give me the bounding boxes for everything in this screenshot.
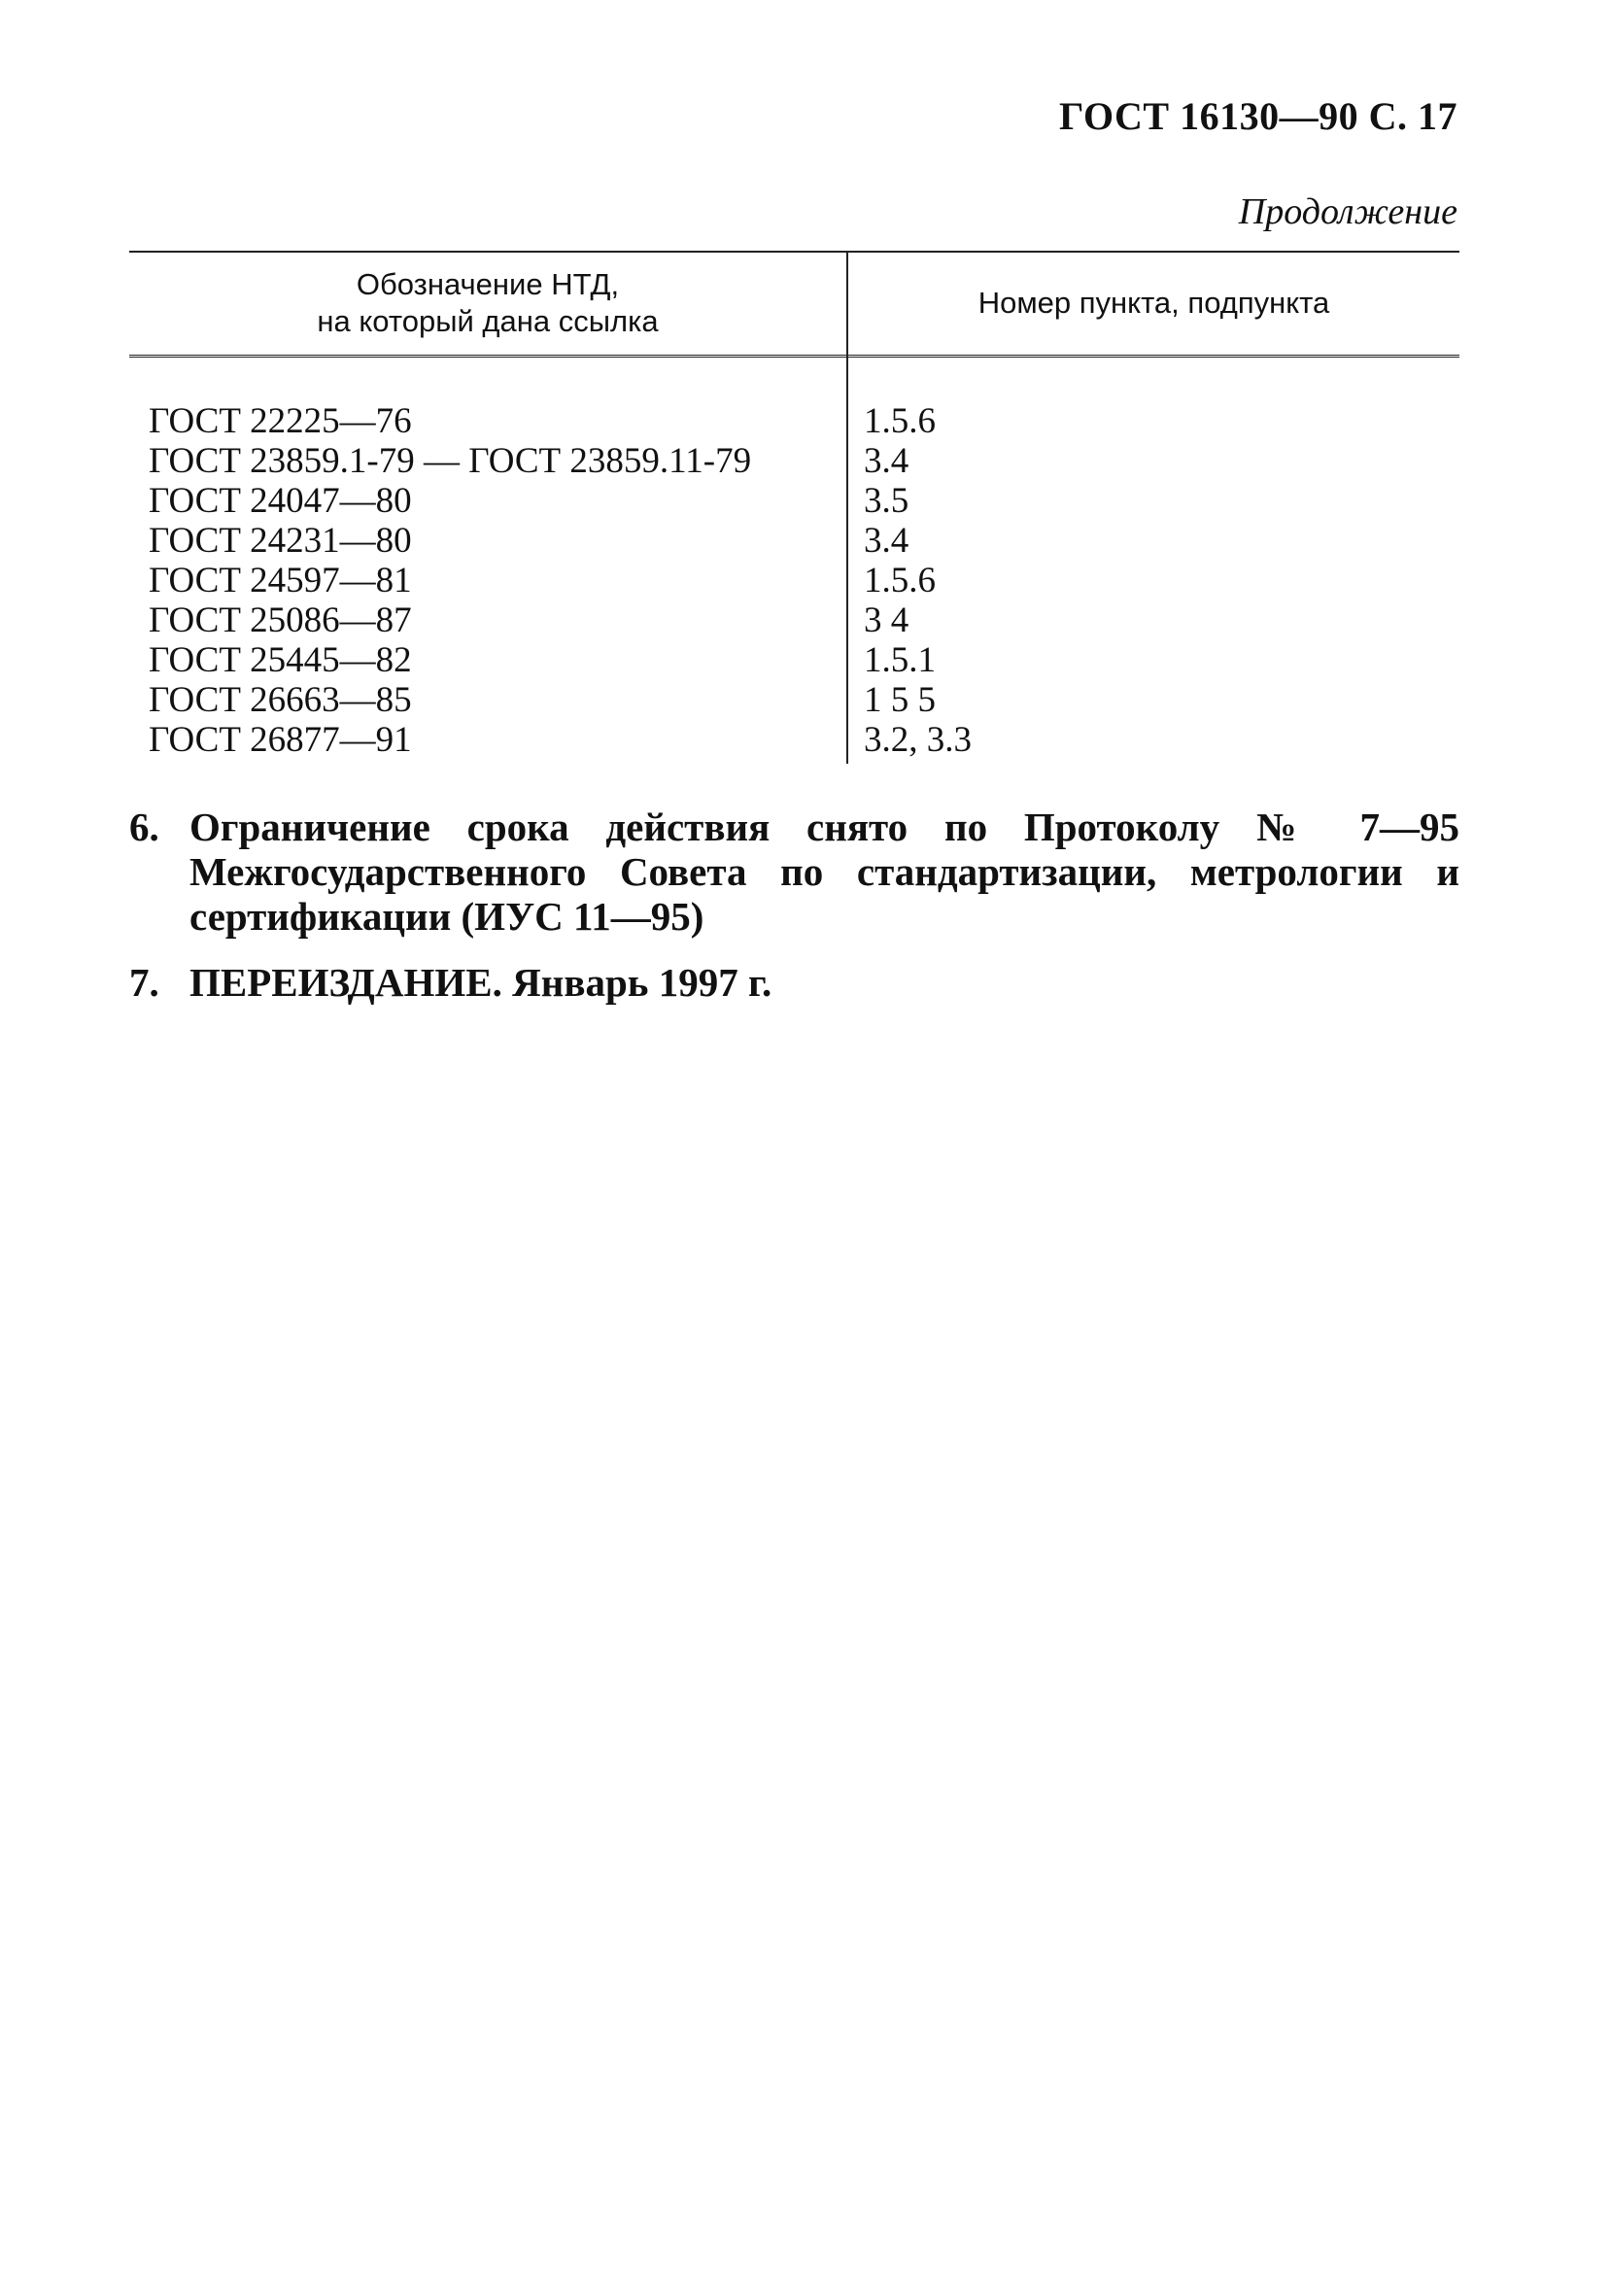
- table-row: [129, 720, 1459, 760]
- table-row: [129, 680, 1459, 720]
- note-number: 7.: [129, 960, 159, 1005]
- table-row: [129, 640, 1459, 680]
- clause-number: 1.5.1: [864, 640, 936, 680]
- note-text: Ограничение срока действия снято по Протоколу № 7—95 Межгосударственного Совета по стандартизации, метрологии и сертификации (ИУС 11—95): [189, 805, 1459, 939]
- page-header: ГОСТ 16130—90 С. 17: [1058, 94, 1457, 138]
- doc-designation: ГОСТ 24597—81: [149, 561, 412, 600]
- clause-number: 3.2, 3.3: [864, 720, 972, 760]
- doc-designation: ГОСТ 25445—82: [149, 640, 412, 680]
- doc-designation: ГОСТ 26663—85: [149, 680, 412, 720]
- reference-table: [129, 251, 1459, 764]
- note-item: [129, 960, 1459, 1005]
- table-row: [129, 561, 1459, 600]
- table-row: [129, 481, 1459, 521]
- clause-number: 3.4: [864, 521, 909, 561]
- header-doc-line2: на который дана ссылка: [317, 303, 659, 338]
- clause-number: 3.5: [864, 481, 909, 521]
- note-number: 6.: [129, 805, 159, 849]
- table-header-rule: [129, 355, 1459, 358]
- doc-designation: ГОСТ 22225—76: [149, 401, 412, 441]
- clause-number: 1.5.6: [864, 401, 936, 441]
- notes-list: [129, 805, 1459, 1026]
- header-doc-line1: Обозначение НТД,: [356, 266, 620, 301]
- table-row: [129, 441, 1459, 481]
- doc-designation: ГОСТ 23859.1-79 — ГОСТ 23859.11-79: [149, 441, 752, 481]
- clause-number: 1 5 5: [864, 680, 936, 720]
- table-body: [129, 401, 1459, 760]
- table-row: [129, 521, 1459, 561]
- doc-designation: ГОСТ 24047—80: [149, 481, 412, 521]
- doc-designation: ГОСТ 25086—87: [149, 600, 412, 640]
- note-text: ПЕРЕИЗДАНИЕ. Январь 1997 г.: [189, 960, 772, 1005]
- note-item: [129, 805, 1459, 939]
- table-row: [129, 401, 1459, 441]
- clause-number: 3 4: [864, 600, 909, 640]
- clause-number: 1.5.6: [864, 561, 936, 600]
- doc-designation: ГОСТ 26877—91: [149, 720, 412, 760]
- clause-number: 3.4: [864, 441, 909, 481]
- table-row: [129, 600, 1459, 640]
- header-clause-number: Номер пункта, подпункта: [977, 285, 1330, 320]
- doc-designation: ГОСТ 24231—80: [149, 521, 412, 561]
- header-doc-designation: [129, 251, 846, 355]
- continuation-label: Продолжение: [1238, 191, 1457, 232]
